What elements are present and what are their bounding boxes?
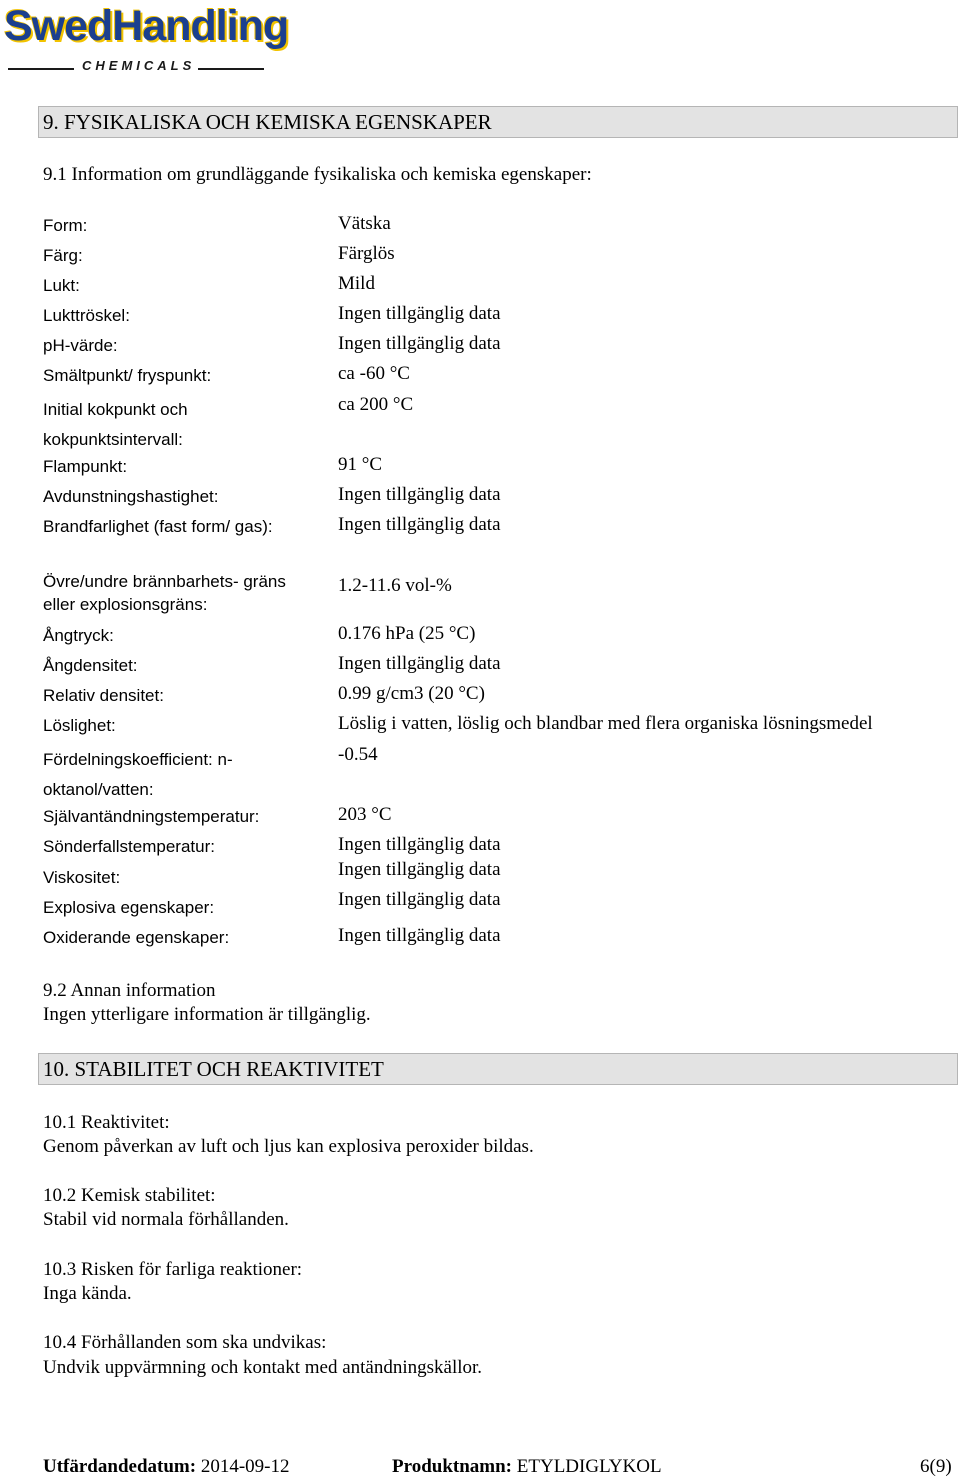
property-value: Mild	[338, 273, 375, 294]
property-label: Avdunstningshastighet:	[43, 487, 219, 506]
logo-rule-left	[8, 68, 74, 70]
company-logo	[4, 2, 289, 74]
property-value: 0.176 hPa (25 °C)	[338, 623, 476, 644]
logo-rule-right	[198, 68, 264, 70]
property-label: Relativ densitet:	[43, 686, 164, 705]
property-label: Initial kokpunkt och kokpunktsintervall:	[43, 400, 188, 449]
property-value: ca 200 °C	[338, 394, 414, 415]
property-label: Brandfarlighet (fast form/ gas):	[43, 517, 273, 536]
property-label: Ångdensitet:	[43, 656, 138, 675]
subsection-9-2-heading: 9.2 Annan information	[43, 980, 216, 1001]
property-label: Sönderfallstemperatur:	[43, 837, 215, 856]
property-label: Oxiderande egenskaper:	[43, 928, 230, 947]
property-label: Explosiva egenskaper:	[43, 898, 215, 917]
property-label: Smältpunkt/ fryspunkt:	[43, 366, 212, 385]
property-label: Fördelningskoefficient: n-oktanol/vatten:	[43, 750, 233, 799]
logo-sub-text: CHEMICALS	[82, 58, 196, 73]
footer-issue-date	[43, 1456, 289, 1478]
subsection-9-1-heading: 9.1 Information om grundläggande fysikaliska och kemiska egenskaper:	[43, 164, 592, 185]
property-label: Viskositet:	[43, 868, 121, 887]
property-value: Ingen tillgänglig data	[338, 653, 501, 674]
property-value: Ingen tillgänglig data	[338, 889, 501, 910]
property-value: Ingen tillgänglig data	[338, 925, 501, 946]
subsection-10-1-heading: 10.1 Reaktivitet:	[43, 1112, 170, 1133]
footer-product-name	[392, 1456, 662, 1478]
footer-page-number: 6(9)	[920, 1456, 952, 1477]
property-label: Övre/undre brännbarhets- gräns eller explosionsgräns:	[43, 572, 286, 614]
subsection-10-1-text: Genom påverkan av luft och ljus kan explosiva peroxider bildas.	[43, 1136, 534, 1157]
subsection-9-2-text: Ingen ytterligare information är tillgänglig.	[43, 1004, 371, 1025]
property-label: pH-värde:	[43, 336, 118, 355]
property-value: Ingen tillgänglig data	[338, 484, 501, 505]
subsection-10-3-heading: 10.3 Risken för farliga reaktioner:	[43, 1259, 303, 1280]
property-value: 91 °C	[338, 454, 383, 475]
property-label: Flampunkt:	[43, 457, 128, 476]
property-label: Ångtryck:	[43, 626, 114, 645]
logo-brand-text: SwedHandling	[4, 2, 289, 50]
property-value: Vätska	[338, 213, 391, 234]
property-value: Ingen tillgänglig data	[338, 303, 501, 324]
property-label: Lukttröskel:	[43, 306, 130, 325]
section-10-heading: 10. STABILITET OCH REAKTIVITET	[38, 1053, 958, 1085]
property-label: Färg:	[43, 246, 83, 265]
property-value: 203 °C	[338, 804, 392, 825]
subsection-10-3-text: Inga kända.	[43, 1283, 132, 1304]
footer-product-label: Produktnamn:	[392, 1456, 513, 1477]
footer-product-value: ETYLDIGLYKOL	[516, 1456, 662, 1477]
property-value: Ingen tillgänglig data	[338, 859, 501, 880]
property-value: Ingen tillgänglig data	[338, 834, 501, 855]
property-label: Självantändningstemperatur:	[43, 807, 260, 826]
property-value: Färglös	[338, 243, 395, 264]
subsection-10-2-text: Stabil vid normala förhållanden.	[43, 1209, 289, 1230]
property-label: Lukt:	[43, 276, 80, 295]
footer-date-label: Utfärdandedatum:	[43, 1456, 197, 1477]
property-value: ca -60 °C	[338, 363, 410, 384]
property-label: Löslighet:	[43, 716, 116, 735]
property-value: 1.2-11.6 vol-%	[338, 575, 452, 596]
footer-date-value: 2014-09-12	[200, 1456, 290, 1477]
property-value: 0.99 g/cm3 (20 °C)	[338, 683, 485, 704]
property-value: Löslig i vatten, löslig och blandbar med flera organiska lösningsmedel	[338, 713, 873, 734]
section-9-heading: 9. FYSIKALISKA OCH KEMISKA EGENSKAPER	[38, 106, 958, 138]
property-value: -0.54	[338, 744, 378, 765]
subsection-10-4-heading: 10.4 Förhållanden som ska undvikas:	[43, 1332, 327, 1353]
property-value: Ingen tillgänglig data	[338, 514, 501, 535]
subsection-10-2-heading: 10.2 Kemisk stabilitet:	[43, 1185, 216, 1206]
property-label: Form:	[43, 216, 88, 235]
property-value: Ingen tillgänglig data	[338, 333, 501, 354]
subsection-10-4-text: Undvik uppvärmning och kontakt med antändningskällor.	[43, 1357, 483, 1378]
